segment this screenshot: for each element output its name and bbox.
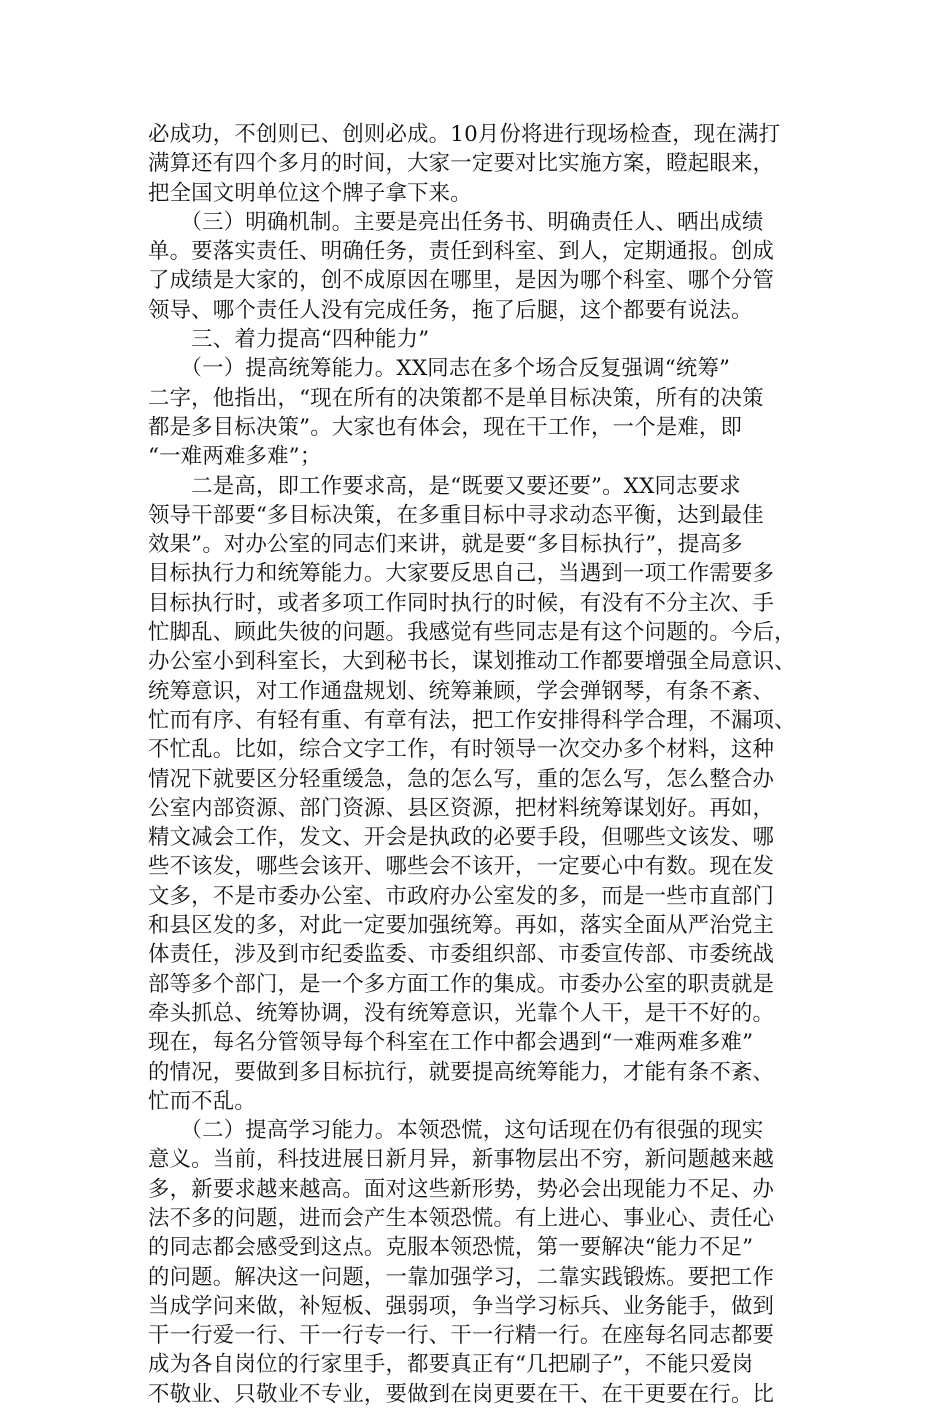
text-line: 都是多目标决策”。大家也有体会，现在干工作，一个是难，即 <box>148 414 743 440</box>
text-line: 意义。当前，科技进展日新月异，新事物层出不穷，新问题越来越 <box>148 1147 775 1173</box>
text-line: 些不该发，哪些会该开、哪些会不该开，一定要心中有数。现在发 <box>148 854 775 880</box>
text-line: 统筹意识，对工作通盘规划、统筹兼顾，学会弹钢琴，有条不紊、 <box>148 678 775 704</box>
paragraph-three-clarify-mechanism: （三）明确机制。主要是亮出任务书、明确责任人、晒出成绩 <box>148 209 764 235</box>
text-line: 文多，不是市委办公室、市政府办公室发的多，而是一些市直部门 <box>148 883 775 909</box>
text-line: 牵头抓总、统筹协调，没有统筹意识，光靠个人干，是干不好的。 <box>148 1000 775 1026</box>
text-line: 法不多的问题，进而会产生本领恐慌。有上进心、事业心、责任心 <box>148 1205 775 1231</box>
body-text <box>148 120 808 1409</box>
text-line: 干一行爱一行、干一行专一行、干一行精一行。在座每名同志都要 <box>148 1323 775 1349</box>
text-line: 不敬业、只敬业不专业，要做到在岗更要在干、在干更要在行。比 <box>148 1381 775 1407</box>
text-line: 了成绩是大家的，创不成原因在哪里，是因为哪个科室、哪个分管 <box>148 268 775 294</box>
text-line: “一难两难多难”； <box>148 444 322 470</box>
paragraph-two-learning: （二）提高学习能力。本领恐慌，这句话现在仍有很强的现实 <box>148 1118 764 1144</box>
text-line: 目标执行力和统筹能力。大家要反思自己，当遇到一项工作需要多 <box>148 561 775 587</box>
text-line: 满算还有四个多月的时间，大家一定要对比实施方案，瞪起眼来， <box>148 151 775 177</box>
section-heading-four-abilities: 三、着力提高“四种能力” <box>148 327 430 353</box>
text-line: 精文减会工作，发文、开会是执政的必要手段，但哪些文该发、哪 <box>148 825 775 851</box>
text-line: 忙脚乱、顾此失彼的问题。我感觉有些同志是有这个问题的。今后， <box>148 620 796 646</box>
text-line: 领导、哪个责任人没有完成任务，拖了后腿，这个都要有说法。 <box>148 297 753 323</box>
text-line: 办公室小到科室长，大到秘书长，谋划推动工作都要增强全局意识、 <box>148 649 796 675</box>
text-line: 不忙乱。比如，综合文字工作，有时领导一次交办多个材料，这种 <box>148 737 775 763</box>
text-line: 部等多个部门，是一个多方面工作的集成。市委办公室的职责就是 <box>148 971 775 997</box>
text-line: 情况下就要区分轻重缓急，急的怎么写，重的怎么写，怎么整合办 <box>148 766 775 792</box>
text-line: 目标执行时，或者多项工作同时执行的时候，有没有不分主次、手 <box>148 590 775 616</box>
text-line: 多，新要求越来越高。面对这些新形势，势必会出现能力不足、办 <box>148 1176 775 1202</box>
text-line: 体责任，涉及到市纪委监委、市委组织部、市委宣传部、市委统战 <box>148 942 775 968</box>
text-line: 成为各自岗位的行家里手，都要真正有“几把刷子”，不能只爱岗 <box>148 1352 754 1378</box>
text-line: 二字，他指出，“现在所有的决策都不是单目标决策，所有的决策 <box>148 385 764 411</box>
text-line: 单。要落实责任、明确任务，责任到科室、到人，定期通报。创成 <box>148 239 775 265</box>
text-line: 现在，每名分管领导每个科室在工作中都会遇到“一难两难多难” <box>148 1030 754 1056</box>
text-line: 的情况，要做到多目标抗行，就要提高统筹能力，才能有条不紊、 <box>148 1059 775 1085</box>
text-line: 的同志都会感受到这点。克服本领恐慌，第一要解决“能力不足” <box>148 1235 754 1261</box>
text-line: 忙而有序、有轻有重、有章有法，把工作安排得科学合理，不漏项、 <box>148 707 796 733</box>
text-line: 当成学问来做，补短板、强弱项，争当学习标兵、业务能手，做到 <box>148 1293 775 1319</box>
paragraph-one-coordination: （一）提高统筹能力。XX同志在多个场合反复强调“统筹” <box>148 356 731 382</box>
text-line: 忙而不乱。 <box>148 1088 256 1114</box>
paragraph-second-high: 二是高，即工作要求高，是“既要又要还要”。XX同志要求 <box>148 473 741 499</box>
text-line: 把全国文明单位这个牌子拿下来。 <box>148 180 472 206</box>
text-line: 效果”。对办公室的同志们来讲，就是要“多目标执行”，提高多 <box>148 532 743 558</box>
text-line: 的问题。解决这一问题，一靠加强学习，二靠实践锻炼。要把工作 <box>148 1264 775 1290</box>
text-line: 和县区发的多，对此一定要加强统筹。再如，落实全面从严治党主 <box>148 913 775 939</box>
text-line: 公室内部资源、部门资源、县区资源，把材料统筹谋划好。再如， <box>148 795 775 821</box>
text-line: 必成功，不创则已、创则必成。10月份将进行现场检查，现在满打 <box>148 122 781 147</box>
text-line: 领导干部要“多目标决策，在多重目标中寻求动态平衡，达到最佳 <box>148 502 764 528</box>
